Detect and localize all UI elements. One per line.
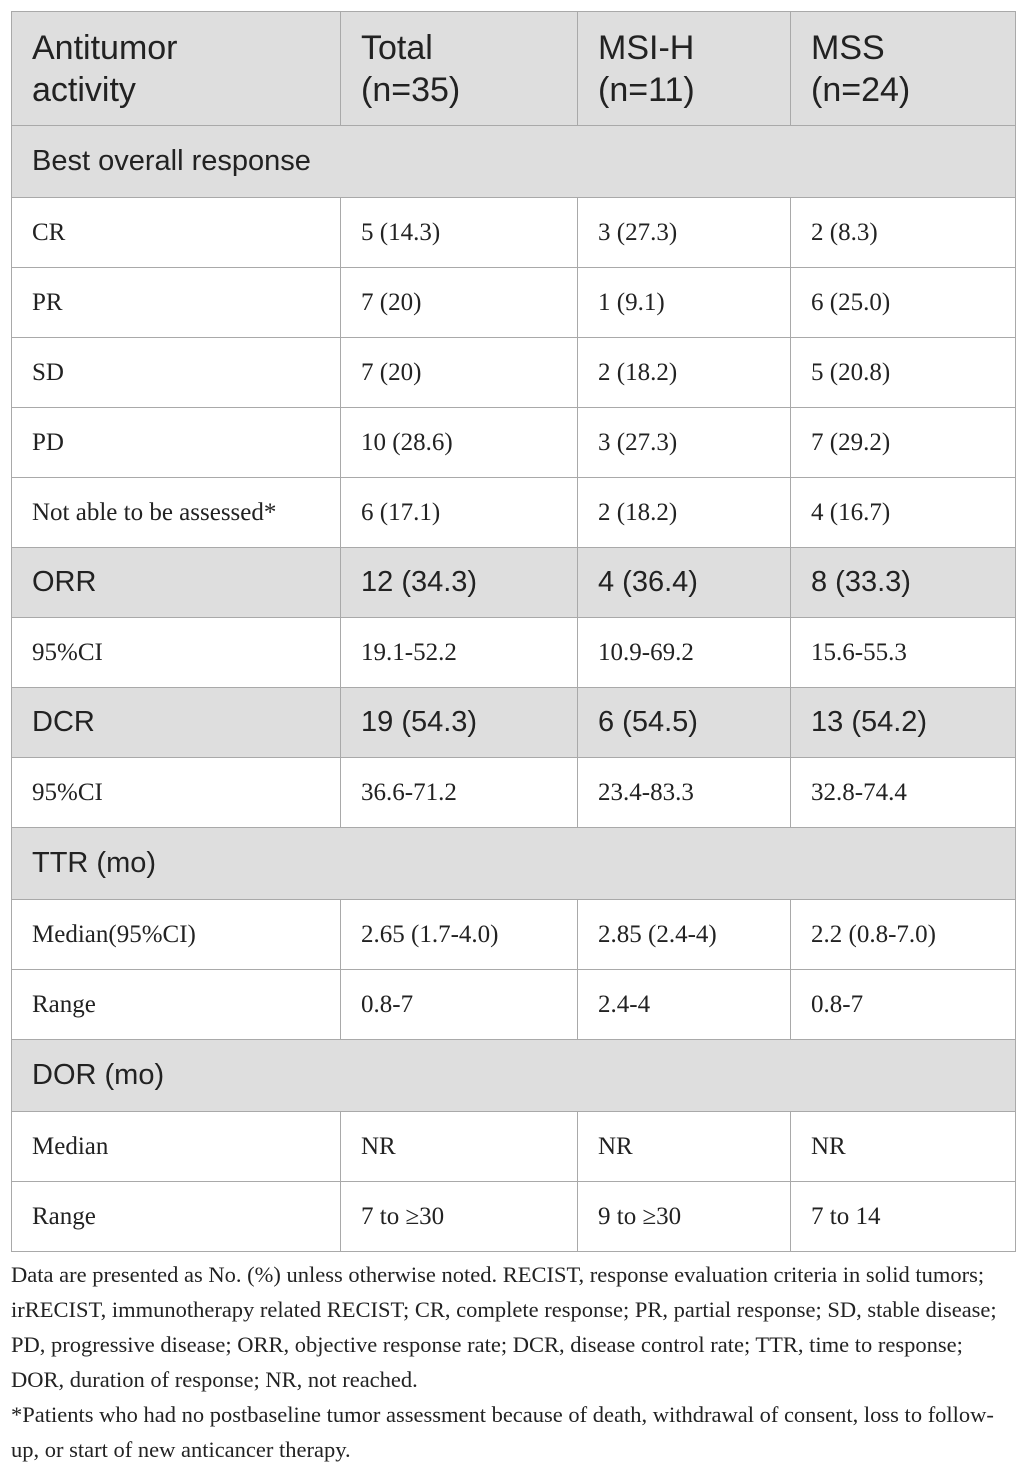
- cell-total: 19 (54.3): [341, 688, 578, 758]
- table-row-sd: [12, 338, 1016, 408]
- cell-msi-h: 9 to ≥30: [578, 1182, 791, 1252]
- cell-msi-h: 2 (18.2): [578, 478, 791, 548]
- row-label: Not able to be assessed*: [12, 478, 341, 548]
- cell-total: 2.65 (1.7-4.0): [341, 900, 578, 970]
- cell-total: 10 (28.6): [341, 408, 578, 478]
- cell-mss: 0.8-7: [791, 970, 1016, 1040]
- cell-total: 7 to ≥30: [341, 1182, 578, 1252]
- cell-mss: 15.6-55.3: [791, 618, 1016, 688]
- cell-mss: 4 (16.7): [791, 478, 1016, 548]
- row-label: PD: [12, 408, 341, 478]
- section-best-overall-response: [12, 126, 1016, 198]
- cell-mss: 7 to 14: [791, 1182, 1016, 1252]
- cell-total: 19.1-52.2: [341, 618, 578, 688]
- table-row-dor-median: [12, 1112, 1016, 1182]
- table-row-ttr-median: [12, 900, 1016, 970]
- table-row-dcr: [12, 688, 1016, 758]
- section-ttr: [12, 828, 1016, 900]
- row-label: 95%CI: [12, 758, 341, 828]
- row-label: 95%CI: [12, 618, 341, 688]
- cell-msi-h: 6 (54.5): [578, 688, 791, 758]
- cell-msi-h: NR: [578, 1112, 791, 1182]
- section-label: TTR (mo): [12, 828, 1016, 900]
- cell-total: 12 (34.3): [341, 548, 578, 618]
- row-label: CR: [12, 198, 341, 268]
- section-label: DOR (mo): [12, 1040, 1016, 1112]
- cell-total: 7 (20): [341, 338, 578, 408]
- results-table-container: [11, 11, 1015, 1252]
- row-label: Range: [12, 1182, 341, 1252]
- cell-total: 6 (17.1): [341, 478, 578, 548]
- antitumor-activity-table: [11, 11, 1016, 1252]
- header-mss: MSS (n=24): [791, 12, 1016, 126]
- cell-mss: 2.2 (0.8-7.0): [791, 900, 1016, 970]
- cell-msi-h: 3 (27.3): [578, 198, 791, 268]
- header-msi-h: MSI-H (n=11): [578, 12, 791, 126]
- table-row-dcr-ci: [12, 758, 1016, 828]
- cell-mss: NR: [791, 1112, 1016, 1182]
- section-label: Best overall response: [12, 126, 1016, 198]
- table-header-row: [12, 12, 1016, 126]
- cell-total: NR: [341, 1112, 578, 1182]
- table-row-ttr-range: [12, 970, 1016, 1040]
- cell-mss: 5 (20.8): [791, 338, 1016, 408]
- row-label: PR: [12, 268, 341, 338]
- table-row-not-assessable: [12, 478, 1016, 548]
- cell-total: 36.6-71.2: [341, 758, 578, 828]
- header-antitumor-activity: Antitumor activity: [12, 12, 341, 126]
- cell-mss: 2 (8.3): [791, 198, 1016, 268]
- cell-msi-h: 1 (9.1): [578, 268, 791, 338]
- cell-msi-h: 2 (18.2): [578, 338, 791, 408]
- table-row-pd: [12, 408, 1016, 478]
- row-label: Median(95%CI): [12, 900, 341, 970]
- cell-msi-h: 23.4-83.3: [578, 758, 791, 828]
- cell-total: 0.8-7: [341, 970, 578, 1040]
- table-row-cr: [12, 198, 1016, 268]
- section-dor: [12, 1040, 1016, 1112]
- cell-mss: 6 (25.0): [791, 268, 1016, 338]
- row-label: Median: [12, 1112, 341, 1182]
- cell-msi-h: 10.9-69.2: [578, 618, 791, 688]
- table-row-orr: [12, 548, 1016, 618]
- row-label: ORR: [12, 548, 341, 618]
- cell-mss: 7 (29.2): [791, 408, 1016, 478]
- abbreviations-footnote: Data are presented as No. (%) unless otherwise noted. RECIST, response evaluation criteria in solid tumors; irRECIST, immunotherapy related RECIST; CR, complete response; PR, partial response; SD, stable disease; PD, progressive disease; ORR, objective response rate; DCR, disease control rate; TTR, time to response; DOR, duration of response; NR, not reached.: [11, 1262, 997, 1392]
- row-label: DCR: [12, 688, 341, 758]
- table-footnotes: [11, 1257, 1021, 1467]
- table-row-orr-ci: [12, 618, 1016, 688]
- cell-msi-h: 4 (36.4): [578, 548, 791, 618]
- table-row-dor-range: [12, 1182, 1016, 1252]
- cell-msi-h: 2.85 (2.4-4): [578, 900, 791, 970]
- asterisk-footnote: *Patients who had no postbaseline tumor assessment because of death, withdrawal of consent, loss to follow-up, or start of new anticancer therapy.: [11, 1402, 994, 1462]
- cell-msi-h: 2.4-4: [578, 970, 791, 1040]
- row-label: Range: [12, 970, 341, 1040]
- cell-total: 5 (14.3): [341, 198, 578, 268]
- cell-msi-h: 3 (27.3): [578, 408, 791, 478]
- header-total: Total (n=35): [341, 12, 578, 126]
- table-row-pr: [12, 268, 1016, 338]
- cell-mss: 13 (54.2): [791, 688, 1016, 758]
- cell-total: 7 (20): [341, 268, 578, 338]
- cell-mss: 32.8-74.4: [791, 758, 1016, 828]
- cell-mss: 8 (33.3): [791, 548, 1016, 618]
- row-label: SD: [12, 338, 341, 408]
